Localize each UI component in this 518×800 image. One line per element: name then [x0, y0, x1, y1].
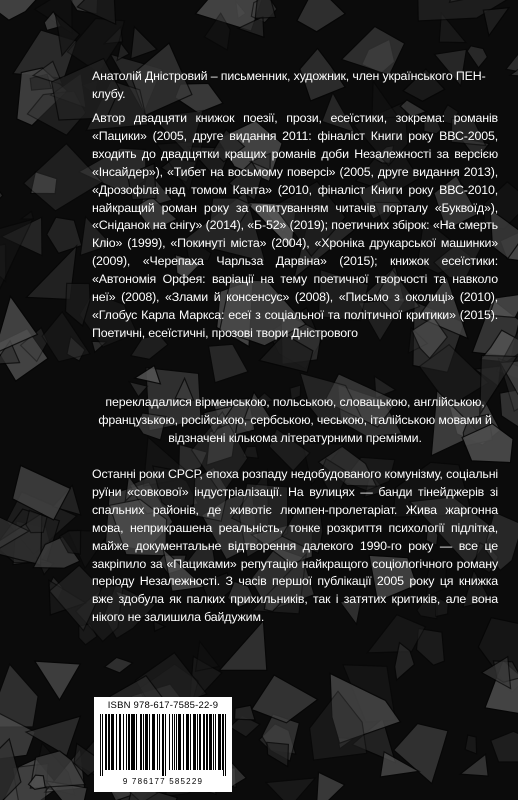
barcode-bar — [169, 714, 170, 770]
author-bio — [92, 110, 498, 343]
barcode-bar — [218, 714, 219, 770]
barcode-bar — [200, 714, 201, 770]
barcode-bar — [225, 714, 226, 776]
barcode-bar — [199, 714, 200, 770]
barcode-bar — [213, 714, 214, 770]
barcode-bar — [204, 714, 205, 770]
barcode-bar — [207, 714, 208, 770]
barcode-bar — [222, 714, 223, 770]
barcode-bar — [180, 714, 181, 770]
barcode-bar — [147, 714, 148, 770]
isbn-number: ISBN 978-617-7585-22-9 — [107, 700, 219, 711]
barcode-bar — [165, 714, 166, 776]
barcode-bar — [109, 714, 110, 770]
author-bio-translations-text: перекладалися вірменською, польською, словацькою, англійською, французькою, російською, сербською, чеською, італійською мовами й відзначені кількома літературними преміями. — [98, 395, 492, 445]
barcode-bar — [152, 714, 153, 770]
barcode-bar — [116, 714, 117, 770]
book-annotation — [92, 466, 498, 627]
isbn-barcode — [94, 697, 232, 792]
barcode-bar — [123, 714, 124, 770]
barcode-bar — [153, 714, 154, 770]
barcode-bar — [120, 714, 121, 770]
book-annotation-text: Останні роки СРСР, епоха розпаду недобудованого комунізму, соціальні руїни «совкової» індустріалізації. На вулицях — банди тінейджерів зі спальних районів, де животіє люмпен-пролетаріат. Жива жаргонна мова, неприкрашена реальність, тонке розкриття психології підлітка, майже документальне відтворення далекого 1990-го року — все це закріпило за «Пациками» репутацію найкращого соціологічного роману періоду Незалежності. З часів першої публікації 2005 року ця книжка вже здобула як палких прихильників, так і затятих критиків, але вона нікого не залишила байдужим. — [92, 467, 498, 625]
barcode-bar — [210, 714, 211, 770]
barcode-bar — [187, 714, 188, 770]
barcode-bar — [128, 714, 129, 770]
author-intro-text: Анатолій Дністровий – письменник, художник, член українського ПЕН-клубу. — [92, 69, 486, 101]
barcode-bar — [178, 714, 179, 770]
barcode-bar — [105, 714, 106, 770]
barcode-bar — [140, 714, 141, 770]
barcode-bar — [176, 714, 177, 770]
barcode-bar — [195, 714, 196, 770]
barcode-bar — [108, 714, 109, 770]
barcode-bar — [100, 714, 101, 776]
barcode-bar — [190, 714, 191, 770]
barcode-bar — [136, 714, 137, 770]
barcode-bar — [102, 714, 103, 776]
barcode-bar — [193, 714, 194, 770]
barcode-bar — [183, 714, 184, 770]
barcode-bar — [145, 714, 146, 770]
barcode-bar — [219, 714, 220, 770]
barcode-bar — [159, 714, 160, 770]
barcode-bar — [163, 714, 164, 776]
barcode-bars — [100, 714, 226, 776]
barcode-bar — [172, 714, 173, 770]
barcode-bar — [197, 714, 198, 770]
barcode-bar — [143, 714, 144, 770]
barcode-bar — [215, 714, 216, 770]
barcode-bar — [157, 714, 158, 770]
author-bio-translations — [92, 394, 498, 448]
barcode-bar — [149, 714, 150, 770]
barcode-digits: 9 786177 585229 — [122, 777, 204, 786]
barcode-bar — [194, 714, 195, 770]
author-intro — [92, 68, 498, 104]
barcode-bar — [146, 714, 147, 770]
barcode-bar — [223, 714, 224, 776]
barcode-bar — [113, 714, 114, 770]
barcode-bar — [186, 714, 187, 770]
barcode-bar — [203, 714, 204, 770]
author-bio-text: Автор двадцяти книжок поезії, прози, есеїстики, зокрема: романів «Пацики» (2005, друге видання 2011: фіналіст Книги року ВВС-2005, входить до двадцятки кращих романів доби Незалежності за версією «Інсайдер»), «Тибет на восьмому поверсі» (2005, друге видання 2013), «Дрозофіла над томом Канта» (2010, фіналіст Книги року ВВС-2010, найкращий роман року за опитуванням читачів порталу «Буквоїд»), «Сніданок на снігу» (2014), «Б-52» (2019); поетичних збірок: «На смерть Кліо» (1999), «Покинуті міста» (2004), «Хроніка друкарської машинки» (2009), «Черепаха Чарльза Дарвіна» (2015); книжок есеїстики: «Автономія Орфея: варіації на тему поетичної творчості та навколо неї» (2008), «Злами й консенсус» (2008), «Письмо з околиці» (2010), «Глобус Карла Маркса: есеї з соціальної та політичної критики» (2015). Поетичні, есеїстичні, прозові твори Дністрового — [92, 111, 498, 340]
barcode-bar — [132, 714, 133, 770]
barcode-bar — [111, 714, 112, 770]
barcode-bar — [211, 714, 212, 770]
barcode-bar — [119, 714, 120, 770]
barcode-bar — [126, 714, 127, 770]
barcode-bar — [106, 714, 107, 770]
barcode-bar — [112, 714, 113, 770]
barcode-bar — [179, 714, 180, 770]
barcode-bar — [131, 714, 132, 770]
barcode-bar — [174, 714, 175, 770]
barcode-bar — [141, 714, 142, 770]
barcode-bar — [133, 714, 134, 770]
barcode-bar — [154, 714, 155, 770]
barcode-bar — [134, 714, 135, 770]
barcode-bar — [209, 714, 210, 770]
barcode-bar — [162, 714, 163, 776]
barcode-bar — [188, 714, 189, 770]
barcode-bar — [129, 714, 130, 770]
barcode-bar — [206, 714, 207, 770]
barcode-bar — [220, 714, 221, 770]
